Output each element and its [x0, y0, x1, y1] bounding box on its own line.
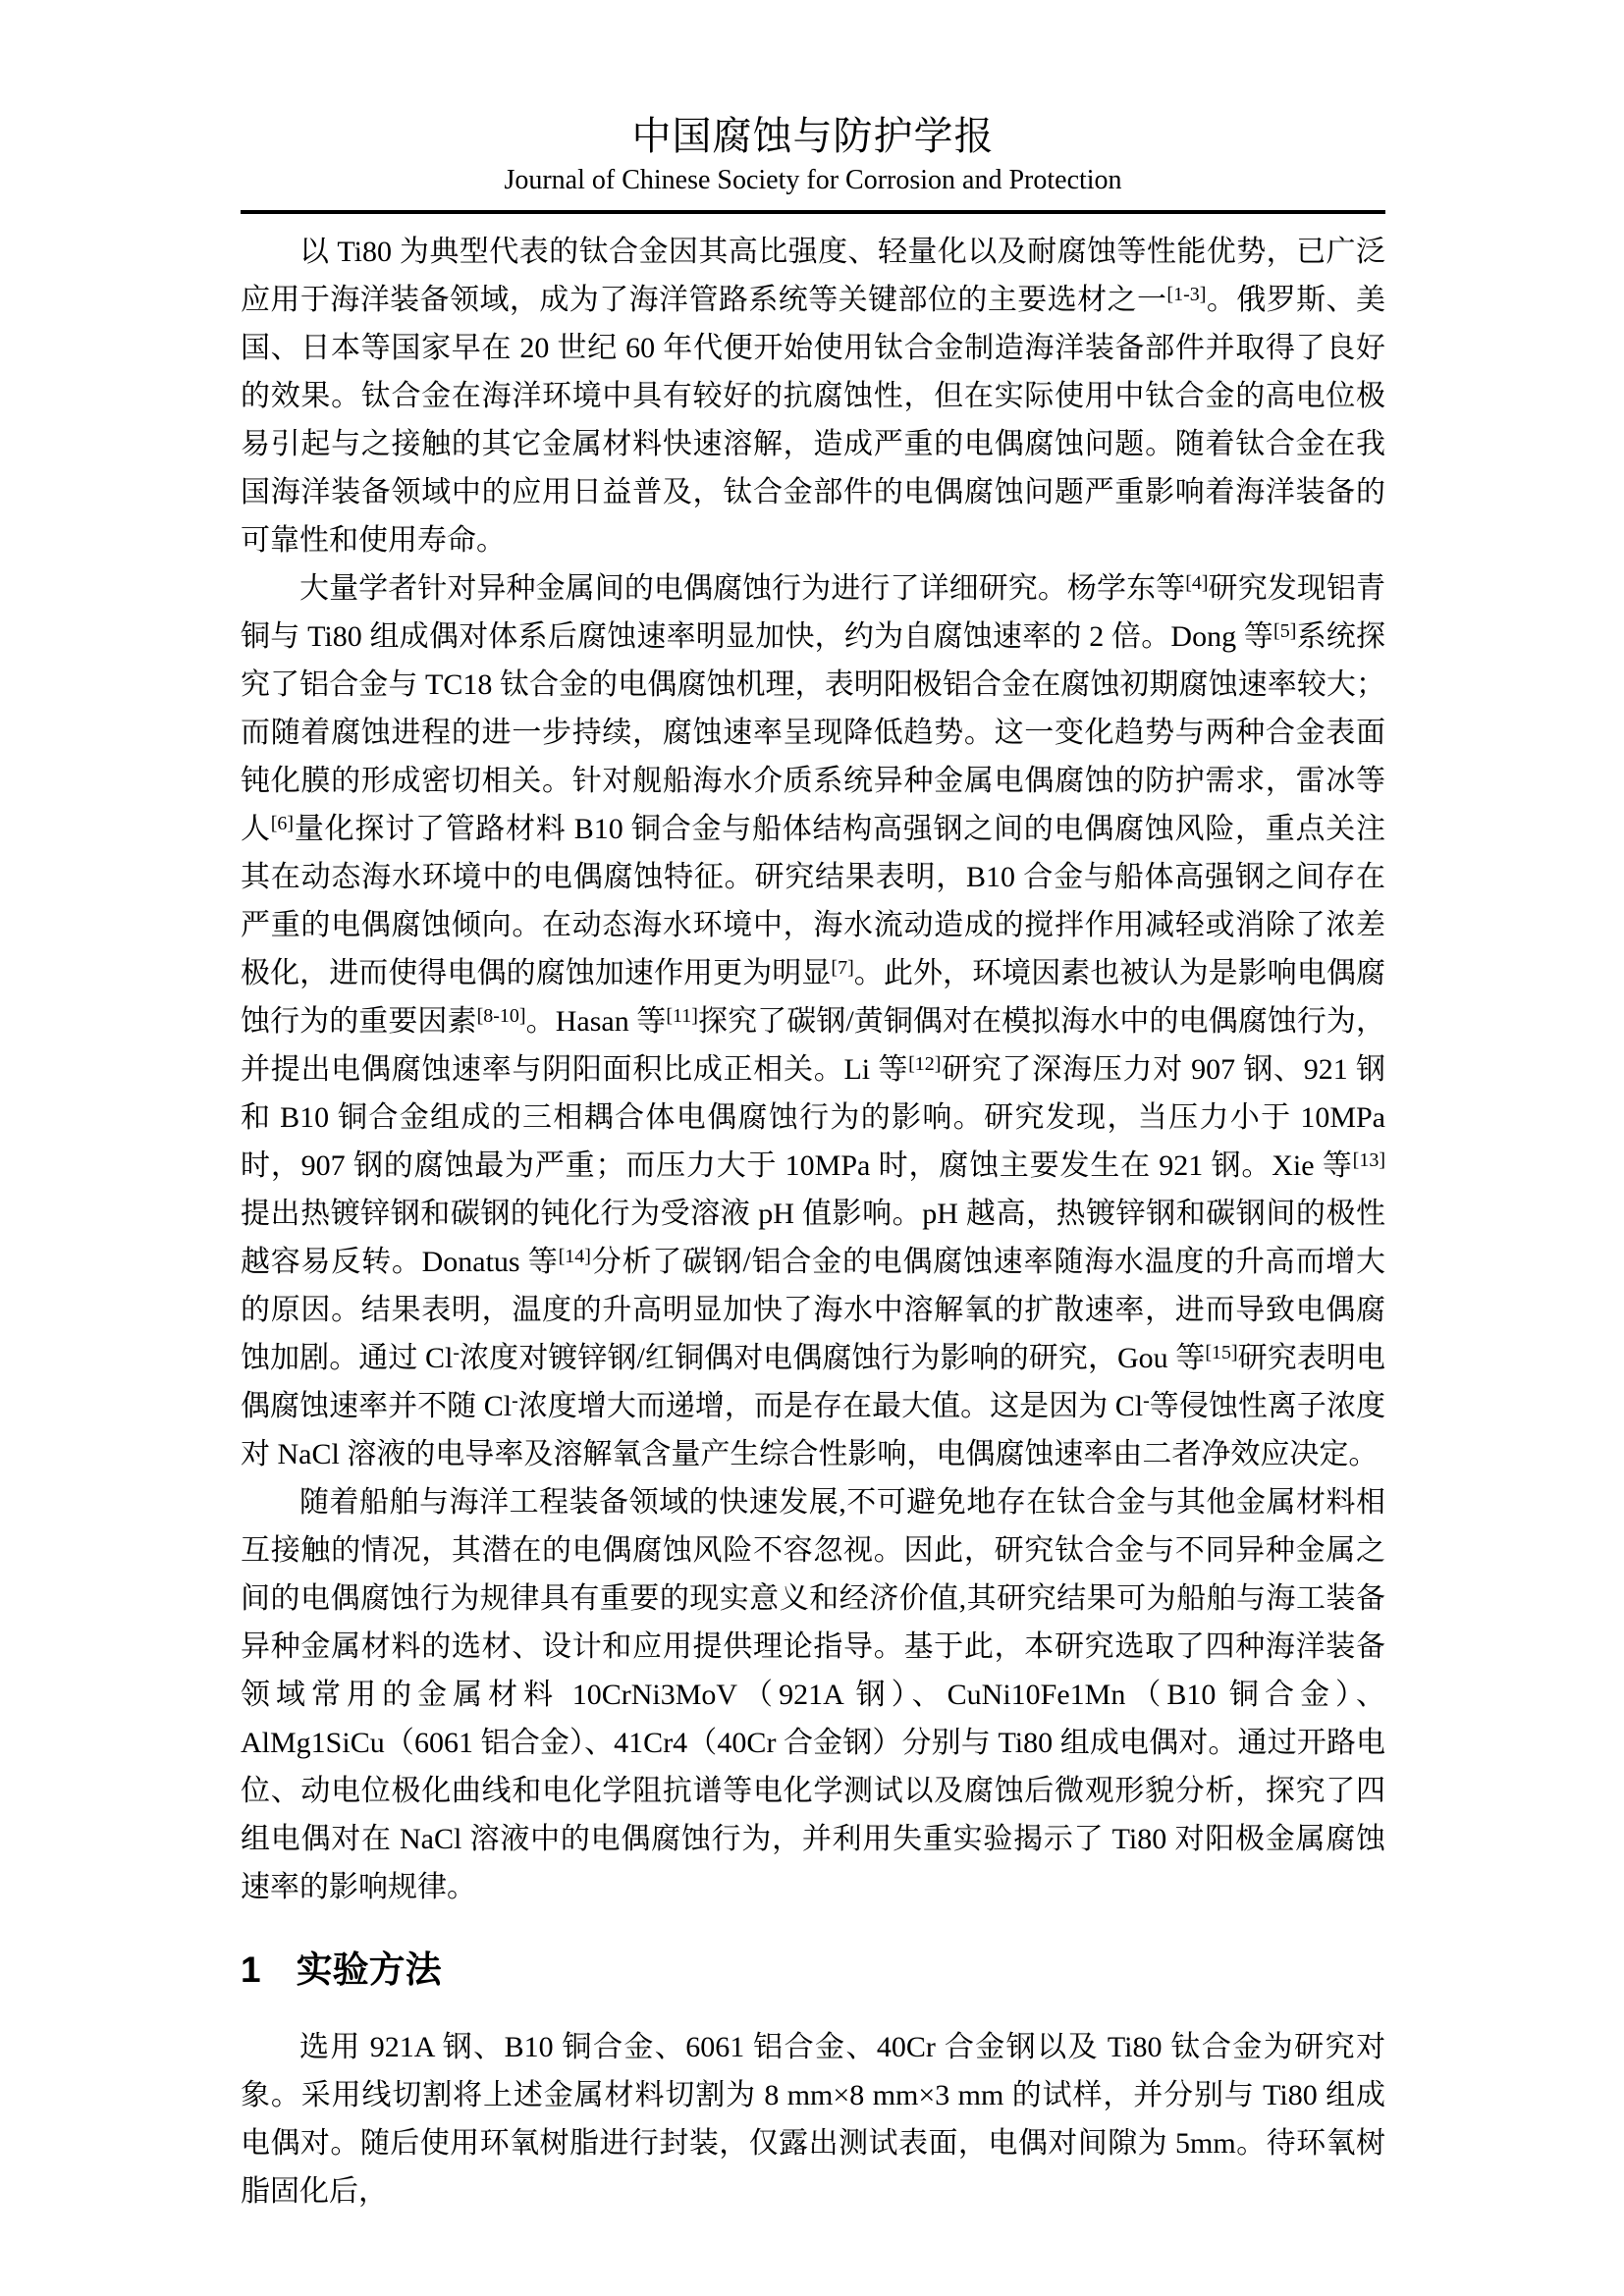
reference-superscript: [8-10]: [476, 1005, 526, 1027]
text-run: 分析了碳钢/铝合金的电偶腐蚀速率随海水温度的升高而增大的原因。结果表明，温度的升高明显加快了海水中溶解氧的扩散速率，进而导致电偶腐蚀加剧。通过 Cl: [241, 1246, 1385, 1374]
text-run: 研究了深海压力对 907 钢、921 钢和 B10 铜合金组成的三相耦合体电偶腐蚀行为的影响。研究发现，当压力小于 10MPa 时，907 钢的腐蚀最为严重；而压力大于 10MPa 时，腐蚀主要发生在 921 钢。Xie 等: [241, 1053, 1386, 1182]
text-run: 以 Ti80 为典型代表的钛合金因其高比强度、轻量化以及耐腐蚀等性能优势，已广泛应用于海洋装备领域，成为了海洋管路系统等关键部位的主要选材之一: [241, 236, 1385, 316]
reference-superscript: -: [453, 1342, 460, 1363]
text-run: 。此外，环境因素也被认为是影响电偶腐蚀行为的重要因素: [241, 957, 1385, 1038]
text-run: 浓度对镀锌钢/红铜偶对电偶腐蚀行为影响的研究，Gou 等: [460, 1342, 1206, 1374]
reference-superscript: [13]: [1352, 1149, 1385, 1171]
page-header: [241, 0, 1385, 214]
reference-superscript: [1-3]: [1166, 284, 1207, 305]
section-title: 实验方法: [296, 1949, 442, 1990]
header-rule: [241, 210, 1385, 214]
journal-title-en: Journal of Chinese Society for Corrosion and Protection: [504, 165, 1122, 195]
reference-superscript: -: [512, 1390, 518, 1412]
text-run: 系统探究了铝合金与 TC18 钛合金的电偶腐蚀机理，表明阳极铝合金在腐蚀初期腐蚀速率较大；而随着腐蚀进程的进一步持续，腐蚀速率呈现降低趋势。这一变化趋势与两种合金表面钝化膜的形成密切相关。针对舰船海水介质系统异种金属电偶腐蚀的防护需求，雷冰等人: [241, 620, 1385, 845]
reference-superscript: [6]: [270, 813, 295, 834]
article-body: [241, 228, 1385, 2216]
reference-superscript: [14]: [558, 1246, 591, 1267]
journal-title-zh: 中国腐蚀与防护学报: [631, 114, 995, 158]
text-run: 量化探讨了管路材料 B10 铜合金与船体结构高强钢之间的电偶腐蚀风险，重点关注其在动态海水环境中的电偶腐蚀特征。研究结果表明，B10 合金与船体高强钢之间存在严重的电偶腐蚀倾向。在动态海水环境中，海水流动造成的搅拌作用减轻或消除了浓差极化，进而使得电偶的腐蚀加速作用更为明显: [241, 813, 1385, 989]
text-run: 研究发现铝青铜与 Ti80 组成偶对体系后腐蚀速率明显加快，约为自腐蚀速率的 2 倍。Dong 等: [241, 572, 1386, 653]
reference-superscript: [15]: [1205, 1342, 1238, 1363]
reference-superscript: [4]: [1185, 572, 1209, 594]
text-run: 。俄罗斯、美国、日本等国家早在 20 世纪 60 年代便开始使用钛合金制造海洋装备部件并取得了良好的效果。钛合金在海洋环境中具有较好的抗腐蚀性，但在实际使用中钛合金的高电位极易引起与之接触的其它金属材料快速溶解，造成严重的电偶腐蚀问题。随着钛合金在我国海洋装备领域中的应用日益普及，钛合金部件的电偶腐蚀问题严重影响着海洋装备的可靠性和使用寿命。: [241, 284, 1386, 557]
section-heading: [241, 1949, 1385, 1992]
paragraph: [241, 564, 1385, 1478]
method-paragraphs: [241, 2023, 1385, 2216]
reference-superscript: [7]: [831, 957, 854, 979]
paragraph: [241, 2023, 1385, 2216]
text-run: 等侵蚀性离子浓度对 NaCl 溶液的电导率及溶解氧含量产生综合性影响，电偶腐蚀速率由二者净效应决定。: [241, 1390, 1385, 1470]
reference-superscript: [12]: [908, 1053, 942, 1075]
paragraph: [241, 228, 1385, 564]
text-run: 研究表明电偶腐蚀速率并不随 Cl: [241, 1342, 1386, 1422]
text-run: 选用 921A 钢、B10 铜合金、6061 铝合金、40Cr 合金钢以及 Ti80 钛合金为研究对象。采用线切割将上述金属材料切割为 8 mm×8 mm×3 mm 的试样，并分别与 Ti80 组成电偶对。随后使用环氧树脂进行封装，仅露出测试表面，电偶对间隙为 5mm。待环氧树脂固化后，: [241, 2031, 1385, 2208]
text-run: 提出热镀锌钢和碳钢的钝化行为受溶液 pH 值影响。pH 越高，热镀锌钢和碳钢间的极性越容易反转。Donatus 等: [241, 1198, 1385, 1278]
paragraph: [241, 1478, 1385, 1911]
text-run: 。Hasan 等: [525, 1005, 667, 1038]
section-number: 1: [241, 1949, 261, 1990]
text-run: 浓度增大而递增，而是存在最大值。这是因为 Cl: [517, 1390, 1144, 1422]
text-run: 随着船舶与海洋工程装备领域的快速发展,不可避免地存在钛合金与其他金属材料相互接触的情况，其潜在的电偶腐蚀风险不容忽视。因此，研究钛合金与不同异种金属之间的电偶腐蚀行为规律具有重要的现实意义和经济价值,其研究结果可为船舶与海工装备异种金属材料的选材、设计和应用提供理论指导。基于此，本研究选取了四种海洋装备领域常用的金属材料 10CrNi3MoV（921A 钢）、CuNi10Fe1Mn（B10 铜合金）、AlMg1SiCu（6061 铝合金）、41Cr4（40Cr 合金钢）分别与 Ti80 组成电偶对。通过开路电位、动电位极化曲线和电化学阻抗谱等电化学测试以及腐蚀后微观形貌分析，探究了四组电偶对在 NaCl 溶液中的电偶腐蚀行为，并利用失重实验揭示了 Ti80 对阳极金属腐蚀速率的影响规律。: [241, 1486, 1385, 1903]
reference-superscript: -: [1143, 1390, 1150, 1412]
reference-superscript: [11]: [666, 1005, 698, 1027]
text-run: 大量学者针对异种金属间的电偶腐蚀行为进行了详细研究。杨学东等: [299, 572, 1186, 605]
intro-paragraphs: [241, 228, 1385, 1911]
text-run: 探究了碳钢/黄铜偶对在模拟海水中的电偶腐蚀行为，并提出电偶腐蚀速率与阴阳面积比成正相关。Li 等: [241, 1005, 1385, 1086]
reference-superscript: [5]: [1273, 620, 1297, 642]
